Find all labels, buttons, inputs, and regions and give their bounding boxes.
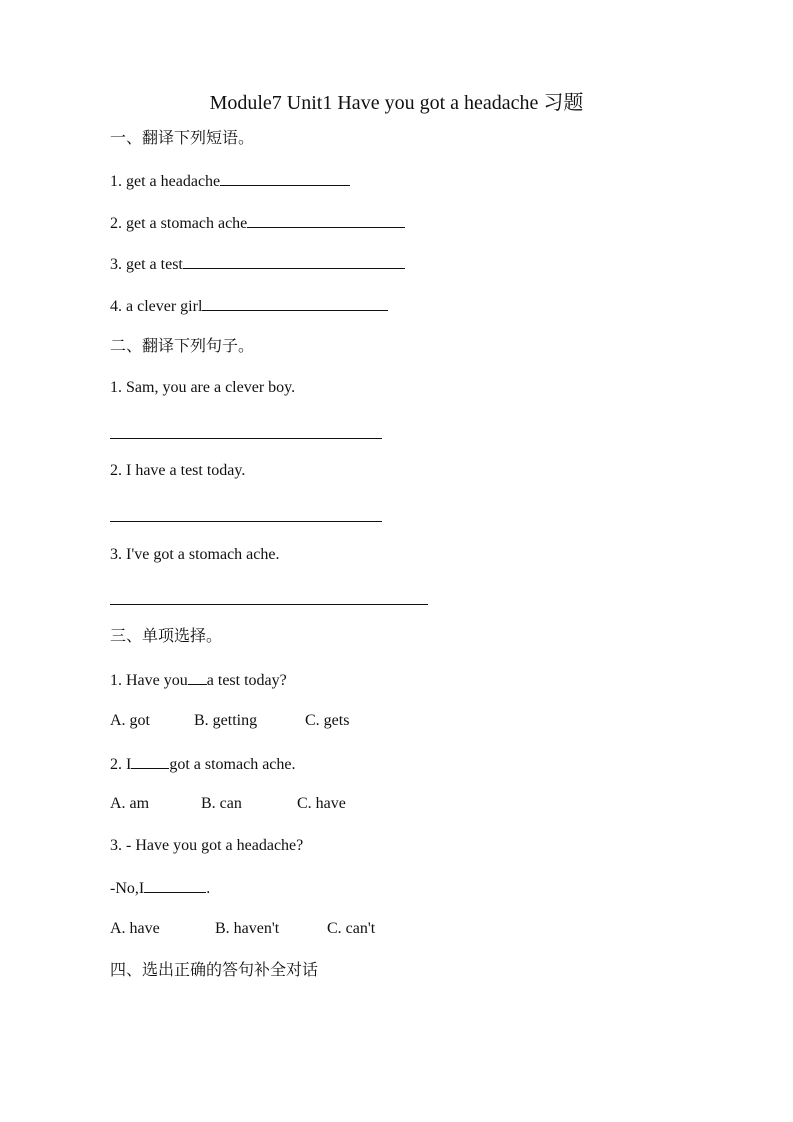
answer-line[interactable] bbox=[110, 521, 382, 522]
choice-question-1 bbox=[110, 669, 287, 691]
option-c[interactable]: C. have bbox=[297, 795, 346, 812]
answer-blank[interactable] bbox=[131, 753, 169, 769]
question-text: 1. Have you bbox=[110, 672, 188, 689]
option-b[interactable]: B. can bbox=[201, 795, 242, 812]
answer-blank[interactable] bbox=[220, 170, 350, 186]
option-a[interactable]: A. am bbox=[110, 795, 150, 812]
option-a[interactable]: A. have bbox=[110, 920, 160, 937]
phrase-text: 1. get a headache bbox=[110, 173, 221, 190]
sentence-item-2: 2. I have a test today. bbox=[110, 462, 246, 479]
section2-heading: 二、翻译下列句子。 bbox=[110, 336, 255, 355]
phrase-text: 2. get a stomach ache bbox=[110, 215, 248, 232]
options-row-2 bbox=[110, 794, 346, 814]
phrase-item-2 bbox=[110, 212, 405, 234]
question-text: -No,I bbox=[110, 880, 145, 897]
page-title: Module7 Unit1 Have you got a headache 习题 bbox=[209, 92, 584, 114]
option-b[interactable]: B. haven't bbox=[215, 920, 280, 937]
question-text: a test today? bbox=[206, 672, 287, 689]
sentence-item-3: 3. I've got a stomach ache. bbox=[110, 546, 280, 563]
section3-heading: 三、单项选择。 bbox=[110, 626, 223, 645]
option-a[interactable]: A. got bbox=[110, 712, 150, 729]
option-c[interactable]: C. gets bbox=[305, 712, 350, 729]
answer-blank[interactable] bbox=[247, 212, 405, 228]
answer-blank[interactable] bbox=[183, 253, 405, 269]
sentence-item-1: 1. Sam, you are a clever boy. bbox=[110, 379, 296, 396]
answer-blank[interactable] bbox=[188, 669, 207, 685]
section1-heading: 一、翻译下列短语。 bbox=[110, 128, 255, 147]
answer-line[interactable] bbox=[110, 438, 382, 439]
choice-question-3: 3. - Have you got a headache? bbox=[110, 837, 304, 854]
answer-line[interactable] bbox=[110, 604, 428, 605]
choice-question-3-reply bbox=[110, 877, 210, 899]
question-text: got a stomach ache. bbox=[169, 756, 296, 773]
answer-blank[interactable] bbox=[144, 877, 206, 893]
answer-blank[interactable] bbox=[202, 295, 388, 311]
choice-question-2 bbox=[110, 753, 296, 775]
option-b[interactable]: B. getting bbox=[194, 712, 258, 729]
phrase-item-3 bbox=[110, 253, 405, 275]
options-row-3 bbox=[110, 919, 375, 939]
option-c[interactable]: C. can't bbox=[327, 920, 376, 937]
question-text: . bbox=[206, 880, 211, 897]
phrase-item-1 bbox=[110, 170, 350, 192]
phrase-item-4 bbox=[110, 295, 388, 317]
section4-heading: 四、选出正确的答句补全对话 bbox=[110, 960, 319, 979]
phrase-text: 4. a clever girl bbox=[110, 298, 203, 315]
question-text: 2. I bbox=[110, 756, 132, 773]
phrase-text: 3. get a test bbox=[110, 256, 183, 273]
options-row-1 bbox=[110, 711, 349, 731]
